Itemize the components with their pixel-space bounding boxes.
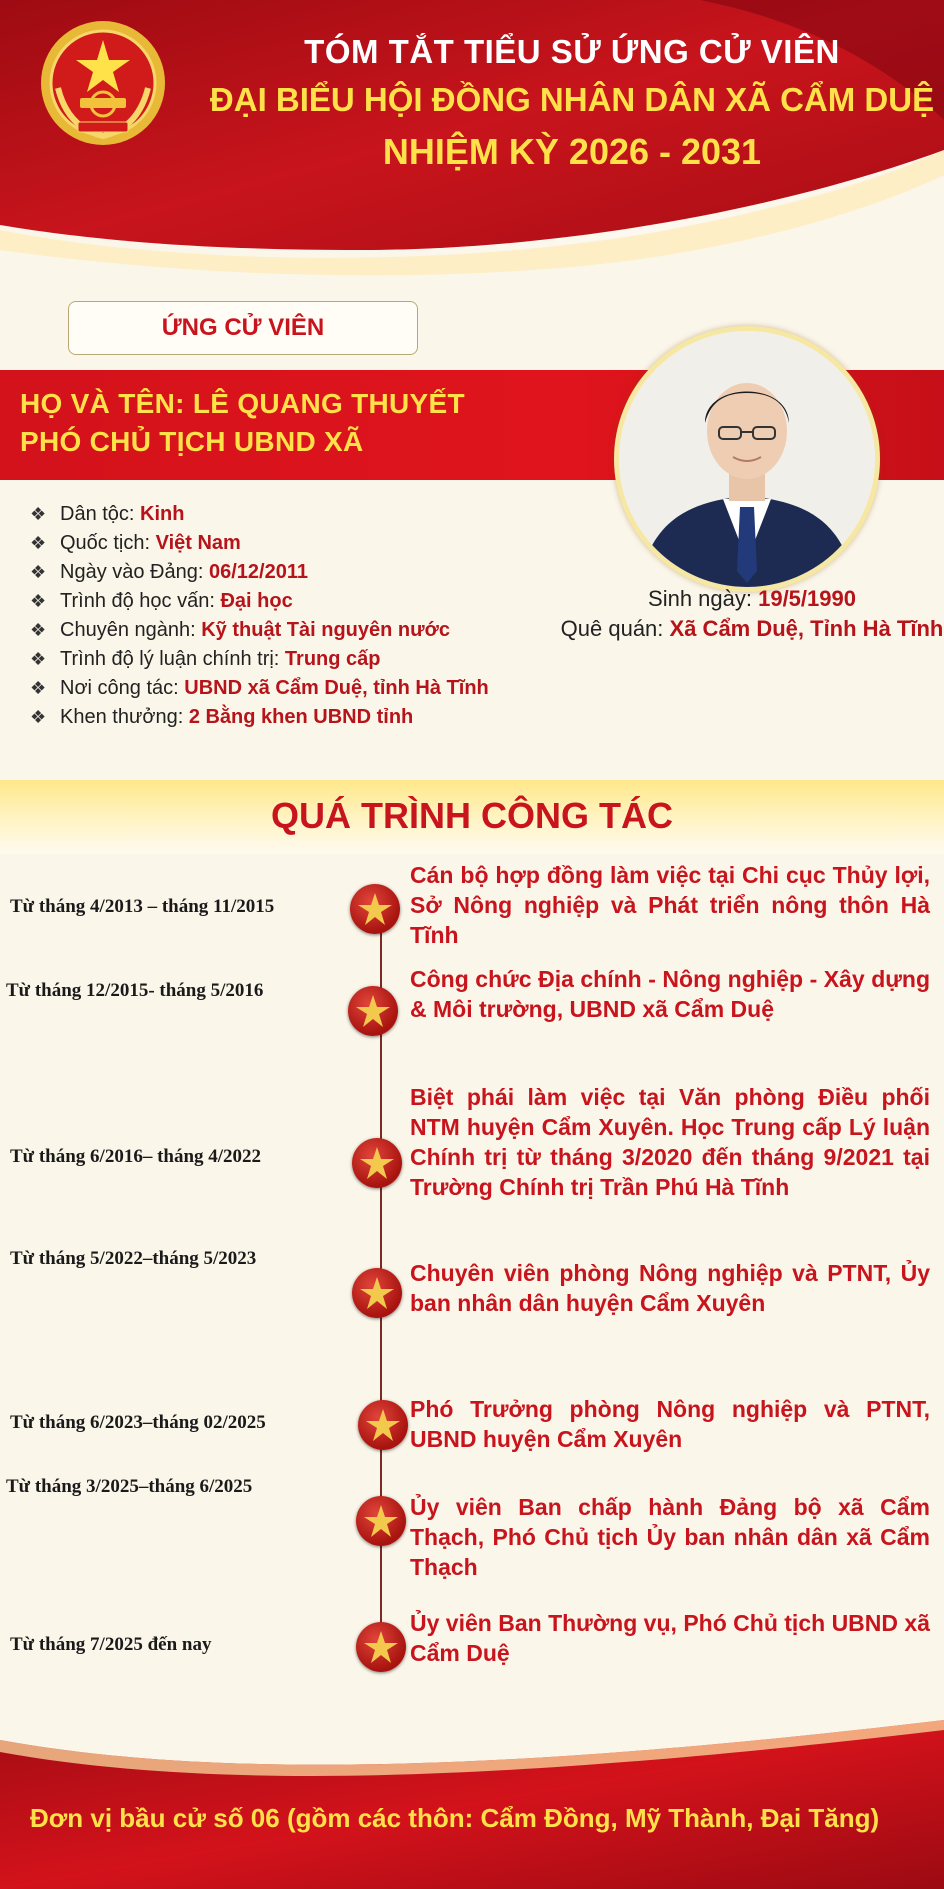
info-item: ❖ Trình độ lý luận chính trị: Trung cấp (30, 645, 550, 674)
timeline-desc: Phó Trưởng phòng Nông nghiệp và PTNT, UBND huyện Cẩm Xuyên (410, 1396, 930, 1452)
section-title: QUÁ TRÌNH CÔNG TÁC (271, 795, 673, 836)
timeline (0, 856, 944, 1676)
timeline-desc: Công chức Địa chính - Nông nghiệp - Xây dựng & Môi trường, UBND xã Cẩm Duệ (410, 966, 930, 1022)
header-line-3: NHIỆM KỲ 2026 - 2031 (382, 131, 762, 172)
info-item: ❖ Chuyên ngành: Kỹ thuật Tài nguyên nước (30, 616, 550, 645)
timeline-desc: Ủy viên Ban chấp hành Đảng bộ xã Cẩm Thạch, Phó Chủ tịch Ủy ban nhân dân xã Cẩm Thạch (410, 1494, 930, 1580)
candidate-position: PHÓ CHỦ TỊCH UBND XÃ (20, 426, 364, 457)
star-icon (356, 1496, 406, 1546)
star-icon (352, 1138, 402, 1188)
timeline-period: Từ tháng 5/2022–tháng 5/2023 (10, 1248, 257, 1269)
birth-date: Sinh ngày: 19/5/1990 (648, 586, 856, 611)
candidate-name: HỌ VÀ TÊN: LÊ QUANG THUYẾT (20, 388, 465, 419)
bullet-icon: ❖ (30, 591, 47, 611)
bullet-icon: ❖ (30, 649, 47, 669)
star-icon (352, 1268, 402, 1318)
timeline-period: Từ tháng 12/2015- tháng 5/2016 (6, 980, 264, 1001)
timeline-desc: Biệt phái làm việc tại Văn phòng Điều phối NTM huyện Cẩm Xuyên. Học Trung cấp Lý luận Chính trị từ tháng 3/2020 đến tháng 9/2021 tại Trường Chính trị Trần Phú Hà Tĩnh (410, 1084, 930, 1200)
bullet-icon: ❖ (30, 620, 47, 640)
timeline-period: Từ tháng 7/2025 đến nay (10, 1634, 212, 1655)
header-title-block (200, 30, 944, 178)
bullet-icon: ❖ (30, 504, 47, 524)
footer-text: Đơn vị bầu cử số 06 (gồm các thôn: Cẩm Đồng, Mỹ Thành, Đại Tăng) (30, 1803, 880, 1833)
info-item: ❖ Dân tộc: Kinh (30, 500, 550, 529)
birth-hometown (560, 584, 944, 644)
timeline-period: Từ tháng 3/2025–tháng 6/2025 (6, 1476, 253, 1497)
info-item: ❖ Trình độ học vấn: Đại học (30, 587, 550, 616)
national-emblem-icon (38, 18, 168, 148)
timeline-desc: Ủy viên Ban Thường vụ, Phó Chủ tịch UBND xã Cẩm Duệ (410, 1610, 930, 1666)
personal-info-list (30, 500, 550, 732)
star-icon (358, 1400, 408, 1450)
footer-background (0, 1700, 944, 1889)
hometown: Quê quán: Xã Cẩm Duệ, Tỉnh Hà Tĩnh (560, 616, 944, 641)
bullet-icon: ❖ (30, 533, 47, 553)
timeline-period: Từ tháng 6/2016– tháng 4/2022 (10, 1146, 262, 1167)
timeline-desc: Cán bộ hợp đồng làm việc tại Chi cục Thủy lợi, Sở Nông nghiệp và Phát triển nông thôn Hà Tĩnh (410, 862, 930, 948)
candidate-badge: ỨNG CỬ VIÊN (68, 301, 418, 355)
bullet-icon: ❖ (30, 707, 47, 727)
info-item: ❖ Khen thưởng: 2 Bằng khen UBND tỉnh (30, 703, 550, 732)
info-item: ❖ Nơi công tác: UBND xã Cẩm Duệ, tỉnh Hà Tĩnh (30, 674, 550, 703)
star-icon (356, 1622, 406, 1672)
star-icon (348, 986, 398, 1036)
star-icon (350, 884, 400, 934)
timeline-desc: Chuyên viên phòng Nông nghiệp và PTNT, Ủy ban nhân dân huyện Cẩm Xuyên (410, 1260, 930, 1316)
timeline-period: Từ tháng 4/2013 – tháng 11/2015 (10, 896, 275, 917)
info-item: ❖ Quốc tịch: Việt Nam (30, 529, 550, 558)
timeline-period: Từ tháng 6/2023–tháng 02/2025 (10, 1412, 266, 1433)
bullet-icon: ❖ (30, 562, 47, 582)
header-line-1: TÓM TẮT TIỂU SỬ ỨNG CỬ VIÊN (304, 33, 840, 70)
candidate-portrait (614, 326, 880, 592)
header-line-2: ĐẠI BIỂU HỘI ĐỒNG NHÂN DÂN XÃ CẨM DUỆ (209, 81, 935, 118)
bullet-icon: ❖ (30, 678, 47, 698)
info-item: ❖ Ngày vào Đảng: 06/12/2011 (30, 558, 550, 587)
